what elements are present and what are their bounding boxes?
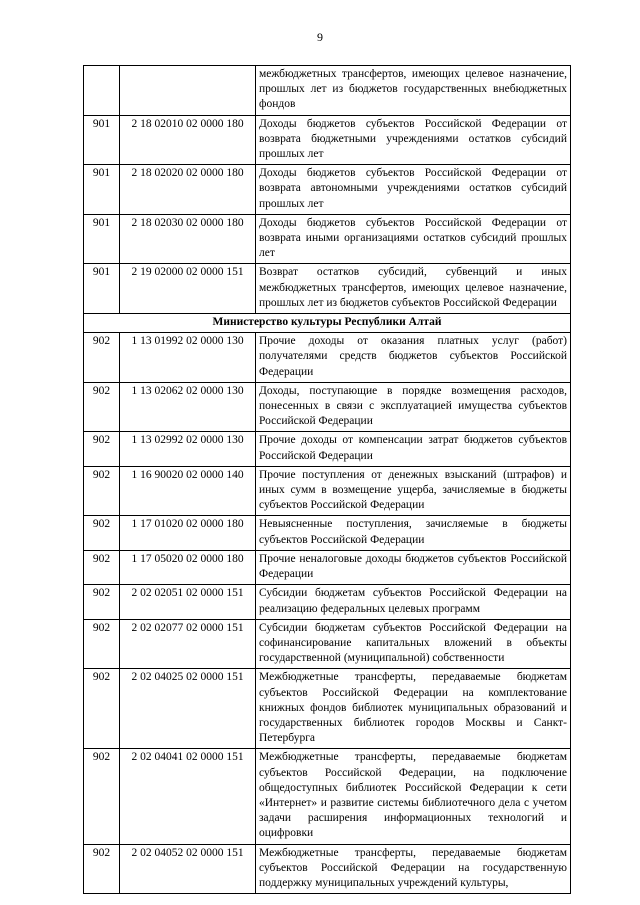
classification-code-cell: 1 13 01992 02 0000 130	[120, 333, 256, 383]
admin-code-cell: 901	[84, 115, 120, 165]
table-row	[84, 550, 571, 584]
table-row	[84, 844, 571, 894]
section-title: Министерство культуры Республики Алтай	[84, 314, 571, 333]
table-row	[84, 165, 571, 215]
description-cell: Прочие неналоговые доходы бюджетов субъектов Российской Федерации	[256, 550, 571, 584]
table-row	[84, 585, 571, 619]
description-cell: Межбюджетные трансферты, передаваемые бюджетам субъектов Российской Федерации, на подключение общедоступных библиотек Российской Федерации к сети «Интернет» и развитие системы библиотечного дела с учетом задачи расширения информационных технологий и оцифровки	[256, 749, 571, 844]
description-cell: Невыясненные поступления, зачисляемые в бюджеты субъектов Российской Федерации	[256, 516, 571, 550]
classification-code-cell: 2 02 02077 02 0000 151	[120, 619, 256, 669]
classification-code-cell: 2 18 02010 02 0000 180	[120, 115, 256, 165]
table-row	[84, 115, 571, 165]
description-cell: Прочие поступления от денежных взысканий (штрафов) и иных сумм в возмещение ущерба, зачисляемые в бюджеты субъектов Российской Федерации	[256, 466, 571, 516]
table-row	[84, 619, 571, 669]
table-row	[84, 466, 571, 516]
table-row	[84, 382, 571, 432]
table-row	[84, 333, 571, 383]
description-cell: Доходы бюджетов субъектов Российской Федерации от возврата иными организациями остатков субсидий прошлых лет	[256, 214, 571, 264]
table-row	[84, 214, 571, 264]
admin-code-cell: 902	[84, 382, 120, 432]
description-cell: Доходы бюджетов субъектов Российской Федерации от возврата автономными учреждениями остатков субсидий прошлых лет	[256, 165, 571, 215]
classification-code-cell: 2 02 04041 02 0000 151	[120, 749, 256, 844]
classification-code-cell: 1 13 02992 02 0000 130	[120, 432, 256, 466]
classification-code-cell	[120, 66, 256, 116]
admin-code-cell: 902	[84, 516, 120, 550]
classification-code-cell: 2 02 02051 02 0000 151	[120, 585, 256, 619]
codes-table-body	[84, 66, 571, 894]
admin-code-cell: 902	[84, 333, 120, 383]
description-cell: Межбюджетные трансферты, передаваемые бюджетам субъектов Российской Федерации на комплектование книжных фондов библиотек муниципальных образований и государственных библиотек городов Москвы и Санкт-Петербурга	[256, 669, 571, 749]
description-cell: Субсидии бюджетам субъектов Российской Федерации на софинансирование капитальных вложений в объекты государственной (муниципальной) собственности	[256, 619, 571, 669]
table-row	[84, 516, 571, 550]
description-cell: Возврат остатков субсидий, субвенций и иных межбюджетных трансфертов, имеющих целевое назначение, прошлых лет из бюджетов субъектов Российской Федерации	[256, 264, 571, 314]
description-cell: Субсидии бюджетам субъектов Российской Федерации на реализацию федеральных целевых программ	[256, 585, 571, 619]
admin-code-cell: 901	[84, 264, 120, 314]
classification-code-cell: 1 16 90020 02 0000 140	[120, 466, 256, 516]
admin-code-cell: 902	[84, 466, 120, 516]
description-cell: Прочие доходы от компенсации затрат бюджетов субъектов Российской Федерации	[256, 432, 571, 466]
admin-code-cell: 901	[84, 165, 120, 215]
classification-code-cell: 1 17 05020 02 0000 180	[120, 550, 256, 584]
admin-code-cell: 902	[84, 619, 120, 669]
table-row	[84, 432, 571, 466]
classification-code-cell: 2 19 02000 02 0000 151	[120, 264, 256, 314]
admin-code-cell: 901	[84, 214, 120, 264]
admin-code-cell: 902	[84, 585, 120, 619]
classification-code-cell: 2 02 04025 02 0000 151	[120, 669, 256, 749]
admin-code-cell: 902	[84, 432, 120, 466]
table-row	[84, 264, 571, 314]
table-row	[84, 66, 571, 116]
page-number: 9	[317, 30, 323, 44]
section-header-row	[84, 314, 571, 333]
admin-code-cell: 902	[84, 844, 120, 894]
budget-codes-table	[83, 65, 571, 894]
classification-code-cell: 1 13 02062 02 0000 130	[120, 382, 256, 432]
table-row	[84, 749, 571, 844]
classification-code-cell: 2 02 04052 02 0000 151	[120, 844, 256, 894]
admin-code-cell: 902	[84, 550, 120, 584]
description-cell: Доходы бюджетов субъектов Российской Федерации от возврата бюджетными учреждениями остатков субсидий прошлых лет	[256, 115, 571, 165]
classification-code-cell: 2 18 02030 02 0000 180	[120, 214, 256, 264]
table-row	[84, 669, 571, 749]
description-cell: Доходы, поступающие в порядке возмещения расходов, понесенных в связи с эксплуатацией имущества субъектов Российской Федерации	[256, 382, 571, 432]
admin-code-cell: 902	[84, 749, 120, 844]
description-cell: межбюджетных трансфертов, имеющих целевое назначение, прошлых лет из бюджетов государственных внебюджетных фондов	[256, 66, 571, 116]
admin-code-cell: 902	[84, 669, 120, 749]
classification-code-cell: 1 17 01020 02 0000 180	[120, 516, 256, 550]
description-cell: Прочие доходы от оказания платных услуг (работ) получателями средств бюджетов субъектов Российской Федерации	[256, 333, 571, 383]
description-cell: Межбюджетные трансферты, передаваемые бюджетам субъектов Российской Федерации на государственную поддержку муниципальных учреждений культуры,	[256, 844, 571, 894]
admin-code-cell	[84, 66, 120, 116]
classification-code-cell: 2 18 02020 02 0000 180	[120, 165, 256, 215]
